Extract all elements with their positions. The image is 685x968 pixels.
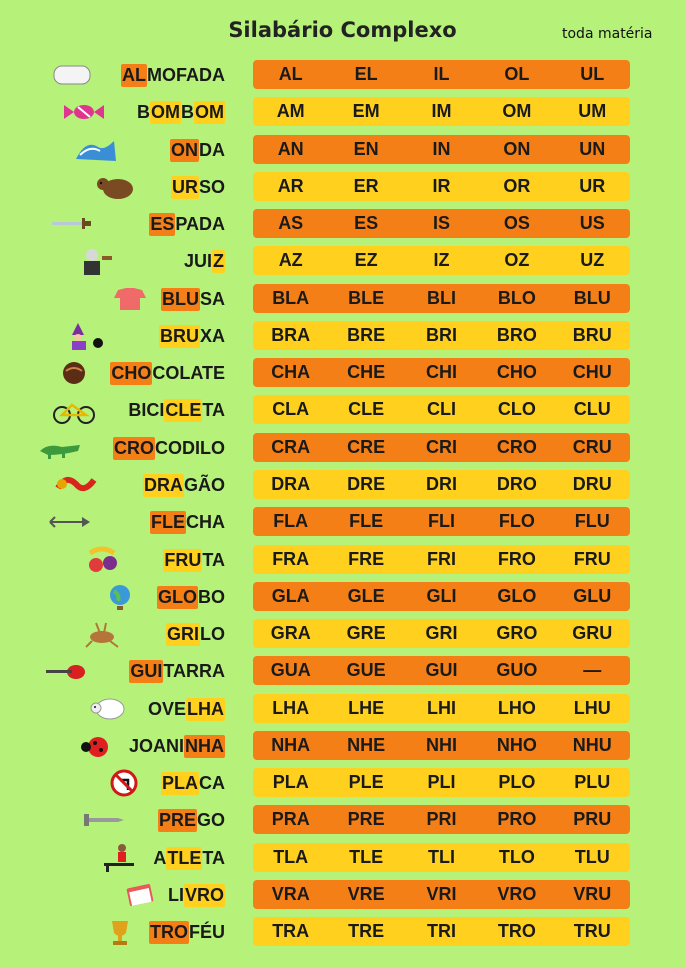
syllable-cell: VRU	[573, 884, 612, 904]
word-label	[158, 805, 225, 835]
word-label	[159, 321, 225, 351]
table-row	[0, 619, 685, 649]
table-row	[0, 805, 685, 835]
syllable-cell: FRI	[426, 549, 456, 569]
syllable-cell: GUE	[346, 660, 386, 680]
syllable-cell: DRI	[425, 474, 457, 494]
syllable-cell: CHU	[572, 362, 612, 382]
syllable-strip	[253, 358, 630, 387]
word-suffix: FÉU	[189, 921, 225, 942]
syllable-cell: VRA	[271, 884, 310, 904]
word-suffix: PADA	[175, 213, 225, 234]
syllable-cell: GUI	[425, 660, 458, 680]
syllable-cell: GLI	[426, 586, 457, 606]
syllable-cell: FRE	[348, 549, 385, 569]
word-highlight: LHA	[187, 698, 224, 719]
syllable-cell: GRI	[425, 623, 458, 643]
syllable-cell: CLE	[348, 399, 385, 419]
syllable-cell: TLA	[273, 847, 309, 867]
word-label	[166, 619, 225, 649]
syllable-cell: GRA	[270, 623, 311, 643]
syllable-cell: EM	[352, 101, 380, 121]
syllable-cell: GUA	[270, 660, 311, 680]
syllable-cell: GRE	[346, 623, 386, 643]
trophy-icon	[98, 917, 142, 947]
syllable-strip	[253, 470, 630, 499]
word-label	[150, 507, 225, 537]
table-row	[0, 172, 685, 202]
word-label	[129, 656, 225, 686]
word-prefix: JUI	[183, 250, 212, 271]
syllable-strip	[253, 246, 630, 275]
table-row	[0, 358, 685, 388]
syllable-cell: CLU	[573, 399, 611, 419]
word-suffix: DA	[199, 139, 225, 160]
word-highlight: CRO	[114, 437, 154, 458]
syllable-cell: ER	[353, 176, 379, 196]
word-highlight: NHA	[185, 735, 224, 756]
bear-icon	[94, 172, 138, 202]
word-highlight: VRO	[184, 884, 224, 905]
word-label	[168, 880, 225, 910]
table-row	[0, 731, 685, 761]
syllable-cell: PLU	[574, 772, 611, 792]
word-highlight: TRO	[150, 921, 188, 942]
syllable-cell: CRI	[425, 437, 457, 457]
word-highlight: OM	[195, 101, 224, 122]
syllable-cell: BLO	[497, 288, 536, 308]
table-row	[0, 880, 685, 910]
syllable-cell: CLO	[497, 399, 536, 419]
syllable-cell: TRA	[272, 921, 310, 941]
word-suffix: SA	[199, 288, 225, 309]
syllable-cell: UL	[580, 64, 605, 84]
word-prefix: LI	[167, 884, 184, 905]
table-row	[0, 97, 685, 127]
word-highlight: ON	[171, 139, 198, 160]
globe-icon	[100, 582, 144, 612]
syllable-cell: AZ	[278, 250, 303, 270]
syllable-cell: EL	[354, 64, 378, 84]
syllable-strip	[253, 656, 630, 685]
syllable-strip	[253, 731, 630, 760]
syllable-cell: CHO	[496, 362, 537, 382]
syllable-cell: ON	[503, 139, 531, 159]
syllable-cell: VRI	[426, 884, 457, 904]
syllable-cell: GLU	[573, 586, 612, 606]
syllable-cell: IN	[432, 139, 451, 159]
word-label	[163, 545, 225, 575]
brand-logo-text: toda matéria	[562, 26, 653, 42]
witch-icon	[62, 321, 106, 351]
syllable-cell: DRU	[572, 474, 612, 494]
syllable-cell: PRE	[347, 809, 385, 829]
syllable-cell: NHU	[572, 735, 612, 755]
syllable-cell: CRE	[347, 437, 386, 457]
cricket-icon	[80, 619, 124, 649]
word-highlight: GLO	[158, 586, 197, 607]
word-suffix: CODILO	[155, 437, 225, 458]
candy-icon	[62, 97, 106, 127]
word-suffix: XA	[199, 325, 225, 346]
syllable-cell: PRI	[426, 809, 457, 829]
syllable-cell: PRO	[497, 809, 537, 829]
table-row	[0, 284, 685, 314]
syllable-cell: GLA	[271, 586, 310, 606]
syllable-cell: FLI	[427, 511, 455, 531]
wave-icon	[74, 135, 118, 165]
syllable-cell: OS	[503, 213, 530, 233]
syllable-strip	[253, 209, 630, 238]
syllable-cell: BLA	[272, 288, 310, 308]
word-label	[110, 358, 225, 388]
syllable-cell: DRE	[347, 474, 386, 494]
syllable-cell: VRO	[497, 884, 537, 904]
word-highlight: Z	[213, 250, 224, 271]
syllable-strip	[253, 321, 630, 350]
syllable-cell: GUO	[496, 660, 538, 680]
athlete-icon	[98, 843, 142, 873]
arrow-icon	[48, 507, 92, 537]
syllable-cell: TRO	[497, 921, 536, 941]
syllable-cell: OR	[503, 176, 531, 196]
word-prefix: OVE	[147, 698, 186, 719]
syllable-strip	[253, 284, 630, 313]
page-title: Silabário Complexo	[228, 18, 457, 42]
word-label	[121, 60, 225, 90]
syllable-cell: BRU	[572, 325, 612, 345]
word-prefix: JOANI	[128, 735, 184, 756]
table-row	[0, 656, 685, 686]
table-row	[0, 582, 685, 612]
word-middle: B	[181, 101, 194, 122]
syllable-cell: NHI	[425, 735, 457, 755]
syllable-cell: IR	[432, 176, 451, 196]
book-icon	[116, 880, 160, 910]
table-row	[0, 917, 685, 947]
syllable-cell: IS	[432, 213, 450, 233]
dragon-icon	[54, 470, 98, 500]
syllable-strip	[253, 843, 630, 872]
no-turn-sign-icon	[102, 768, 146, 798]
syllable-strip	[253, 433, 630, 462]
word-highlight: GUI	[130, 660, 163, 681]
crocodile-icon	[38, 433, 82, 463]
guitar-icon	[44, 656, 88, 686]
word-label	[161, 768, 225, 798]
word-label	[128, 395, 225, 425]
word-highlight: DRA	[143, 474, 183, 495]
syllable-cell: TLU	[574, 847, 610, 867]
word-label	[149, 917, 225, 947]
word-highlight: PRE	[158, 809, 196, 830]
syllable-cell: CHA	[271, 362, 311, 382]
syllable-cell: AS	[278, 213, 304, 233]
syllable-strip	[253, 545, 630, 574]
word-highlight: ES	[150, 213, 175, 234]
table-row	[0, 507, 685, 537]
word-label	[149, 209, 225, 239]
syllable-cell: EN	[353, 139, 379, 159]
word-suffix: CHA	[186, 511, 225, 532]
syllable-cell: BLE	[348, 288, 385, 308]
table-row	[0, 209, 685, 239]
syllable-cell: LHO	[497, 698, 536, 718]
syllable-cell: OZ	[504, 250, 530, 270]
syllable-cell: IL	[433, 64, 450, 84]
syllable-strip	[253, 507, 630, 536]
sheep-icon	[86, 694, 130, 724]
word-prefix: B	[137, 101, 150, 122]
syllable-cell: FRU	[573, 549, 611, 569]
table-row	[0, 321, 685, 351]
syllable-cell: BRO	[496, 325, 537, 345]
syllable-cell: FLA	[273, 511, 309, 531]
word-label	[113, 433, 225, 463]
syllable-cell: FLO	[498, 511, 535, 531]
syllable-cell: GLE	[347, 586, 385, 606]
syllable-cell: DRA	[271, 474, 311, 494]
syllable-cell: PRA	[271, 809, 310, 829]
table-row	[0, 395, 685, 425]
word-highlight: GRI	[166, 623, 199, 644]
bicycle-icon	[52, 395, 96, 425]
syllable-cell: CHI	[425, 362, 457, 382]
word-label	[171, 172, 225, 202]
syllable-cell: CRO	[496, 437, 537, 457]
syllable-cell: LHI	[426, 698, 456, 718]
word-prefix: A	[153, 847, 167, 868]
syllable-cell: BRE	[347, 325, 386, 345]
ladybug-icon	[74, 731, 118, 761]
word-suffix: MOFADA	[147, 64, 225, 85]
syllable-cell: CRA	[271, 437, 311, 457]
word-highlight: FLE	[151, 511, 185, 532]
syllable-cell: CRU	[572, 437, 612, 457]
word-highlight: CLE	[165, 399, 202, 420]
word-label	[161, 284, 225, 314]
syllable-cell: ES	[354, 213, 379, 233]
syllable-strip	[253, 917, 630, 946]
syllable-cell: GRU	[572, 623, 613, 643]
syllable-cell: BLI	[426, 288, 456, 308]
table-row	[0, 135, 685, 165]
syllable-cell: —	[583, 660, 602, 680]
syllable-cell: GRO	[496, 623, 538, 643]
word-label	[137, 97, 225, 127]
syllable-cell: TLE	[349, 847, 384, 867]
syllable-cell: BLU	[573, 288, 611, 308]
syllable-strip	[253, 97, 630, 126]
syllable-cell: TRE	[348, 921, 385, 941]
syllable-cell: GLO	[497, 586, 537, 606]
table-row	[0, 843, 685, 873]
syllable-cell: BRI	[425, 325, 457, 345]
syllable-cell: US	[579, 213, 605, 233]
syllable-cell: UZ	[580, 250, 605, 270]
syllable-cell: OM	[502, 101, 532, 121]
syllable-cell: LHA	[272, 698, 310, 718]
syllable-cell: EZ	[354, 250, 378, 270]
syllable-cell: AM	[276, 101, 305, 121]
syllable-strip	[253, 582, 630, 611]
word-suffix: TARRA	[163, 660, 225, 681]
syllable-strip	[253, 768, 630, 797]
syllable-cell: UN	[579, 139, 606, 159]
word-suffix: TA	[202, 399, 225, 420]
word-label	[157, 582, 225, 612]
judge-icon	[72, 246, 116, 276]
word-suffix: TA	[202, 847, 225, 868]
word-label	[129, 731, 225, 761]
word-label	[143, 470, 225, 500]
syllable-cell: NHO	[496, 735, 537, 755]
word-highlight: OM	[151, 101, 180, 122]
syllable-cell: PRU	[573, 809, 612, 829]
syllable-cell: OL	[504, 64, 530, 84]
word-suffix: COLATE	[152, 362, 225, 383]
syllable-cell: TLI	[427, 847, 455, 867]
word-highlight: TLE	[167, 847, 202, 868]
syllable-cell: PLO	[498, 772, 536, 792]
fruit-icon	[82, 545, 126, 575]
word-highlight: FRU	[164, 549, 202, 570]
syllable-cell: FLE	[349, 511, 384, 531]
syllable-cell: NHA	[271, 735, 311, 755]
syllable-cell: FRA	[272, 549, 310, 569]
table-row	[0, 470, 685, 500]
syllable-cell: TRI	[426, 921, 456, 941]
syllable-cell: UR	[579, 176, 606, 196]
word-suffix: TA	[202, 549, 225, 570]
table-row	[0, 768, 685, 798]
word-highlight: PLA	[162, 772, 198, 793]
syllable-strip	[253, 60, 630, 89]
syllable-strip	[253, 805, 630, 834]
syllable-cell: LHU	[573, 698, 611, 718]
table-row	[0, 60, 685, 90]
syllable-strip	[253, 395, 630, 424]
word-highlight: BLU	[161, 288, 199, 309]
table-row	[0, 246, 685, 276]
syllable-cell: AR	[277, 176, 304, 196]
syllable-cell: AN	[277, 139, 304, 159]
pillow-icon	[50, 60, 94, 90]
syllable-cell: NHE	[347, 735, 386, 755]
word-suffix: SO	[198, 176, 225, 197]
syllable-cell: CLI	[426, 399, 456, 419]
word-suffix: BO	[198, 586, 225, 607]
syllable-cell: PLE	[348, 772, 384, 792]
sword-icon	[48, 209, 92, 239]
word-highlight: AL	[122, 64, 146, 85]
word-prefix: BICI	[128, 399, 165, 420]
syllable-cell: FLU	[574, 511, 610, 531]
syllable-cell: PLI	[427, 772, 456, 792]
nail-icon	[80, 805, 124, 835]
syllable-cell: TRU	[573, 921, 611, 941]
syllable-cell: DRO	[496, 474, 537, 494]
word-suffix: CA	[199, 772, 225, 793]
syllable-strip	[253, 880, 630, 909]
chocolate-icon	[52, 358, 96, 388]
syllable-cell: VRE	[347, 884, 385, 904]
syllable-strip	[253, 172, 630, 201]
syllable-cell: IM	[431, 101, 452, 121]
syllable-cell: TLO	[498, 847, 535, 867]
word-label	[153, 843, 225, 873]
table-row	[0, 694, 685, 724]
word-suffix: GÃO	[183, 474, 225, 495]
word-label	[184, 246, 225, 276]
syllable-strip	[253, 135, 630, 164]
word-highlight: CHO	[111, 362, 152, 383]
table-row	[0, 545, 685, 575]
syllable-cell: PLA	[272, 772, 309, 792]
syllable-cell: CLA	[272, 399, 310, 419]
syllable-cell: UM	[578, 101, 607, 121]
word-highlight: BRU	[159, 325, 199, 346]
syllable-cell: CHE	[347, 362, 386, 382]
syllable-cell: FRO	[497, 549, 536, 569]
syllable-cell: IZ	[433, 250, 450, 270]
syllable-cell: AL	[278, 64, 303, 84]
word-label	[170, 135, 225, 165]
table-row	[0, 433, 685, 463]
word-label	[148, 694, 225, 724]
syllable-cell: LHE	[348, 698, 385, 718]
syllable-strip	[253, 694, 630, 723]
word-highlight: UR	[171, 176, 198, 197]
syllable-strip	[253, 619, 630, 648]
word-suffix: GO	[196, 809, 225, 830]
syllable-cell: BRA	[271, 325, 311, 345]
word-suffix: LO	[200, 623, 225, 644]
blouse-icon	[108, 284, 152, 314]
